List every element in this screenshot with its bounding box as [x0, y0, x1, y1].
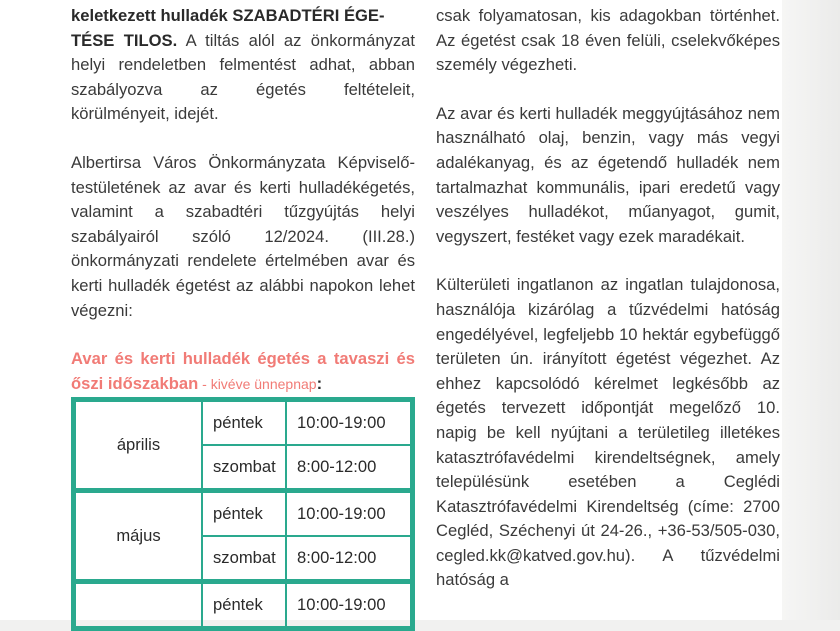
left-column [71, 4, 415, 410]
table-row [74, 400, 413, 446]
schedule-heading [71, 347, 415, 396]
paragraph-continuous-burning: csak folyamatosan, kis adagokban történhet. Az égetést csak 18 éven felüli, cselekvőképes személy végezheti. [436, 6, 780, 75]
table-row [74, 491, 413, 537]
time-cell: 8:00-12:00 [286, 445, 413, 491]
paragraph-ignition-rules: Az avar és kerti hulladék meggyújtásához nem használható olaj, benzin, vagy más vegyi adalékanyag, és az égetendő hulladék nem tartalmazhat kommunális, ipari eredetű vagy veszélyes hulladékot, műanyagot, gumit, vegyszert, festéket vagy ezek maradékait. [436, 103, 780, 246]
right-column [436, 4, 780, 617]
day-cell: szombat [202, 445, 286, 491]
table-row [74, 582, 413, 629]
schedule-heading-main: Avar és kerti hulladék égetés a tavaszi és őszi időszakban [71, 349, 415, 393]
day-cell: péntek [202, 582, 286, 629]
month-cell: május [74, 491, 203, 582]
time-cell: 10:00-19:00 [286, 582, 413, 629]
day-cell: péntek [202, 400, 286, 446]
ban-bold-1: keletkezett hulladék SZABADTÉRI ÉGE- [71, 6, 385, 25]
time-cell: 10:00-19:00 [286, 400, 413, 446]
time-cell: 10:00-19:00 [286, 491, 413, 537]
page-edge [782, 0, 840, 620]
burning-schedule-table [71, 397, 415, 631]
paragraph-regulation: Albertirsa Város Önkormányzata Képviselő-testületének az avar és kerti hulladékégetés, valamint a szabadtéri tűzgyújtás helyi szabályairól szóló 12/2024. (III.28.) önkormányzati rendelete értelmében avar és kerti hulladék égetést az alábbi napokon lehet végezni: [71, 152, 415, 320]
month-cell [74, 582, 203, 629]
day-cell: péntek [202, 491, 286, 537]
paragraph-outskirts-permit: Külterületi ingatlanon az ingatlan tulajdonosa, használója kizárólag a tűzvédelmi hatóság engedélyével, legfeljebb 10 hektár egybefüggő területen ún. irányított égetést végezhet. Az ehhez kapcsolódó kérelmet legkésőbb az égetés tervezett időpontját megelőző 10. napig be kell nyújtani a területileg illetékes katasztrófavédelmi kirendeltségnek, amely településünk esetében a Ceglédi Katasztrófavédelmi Kirendeltség (címe: 2700 Cegléd, Széchenyi út 24-26., +36-53/505-030, cegled.kk@katved.gov.hu). A tűzvédelmi hatóság a [436, 275, 780, 590]
ban-text: A tiltás alól az önkormányzat helyi rendeletben felmentést adhat, abban szabályozva az égetés feltételeit, körülményeit, idejét. [71, 30, 415, 124]
schedule-heading-colon: : [316, 373, 323, 393]
time-cell: 8:00-12:00 [286, 536, 413, 582]
paragraph-burning-ban [71, 4, 415, 127]
schedule-heading-sub: - kivéve ünnepnap [198, 375, 317, 392]
day-cell: szombat [202, 536, 286, 582]
ban-bold-2: TÉSE TILOS. [71, 30, 178, 50]
month-cell: április [74, 400, 203, 491]
